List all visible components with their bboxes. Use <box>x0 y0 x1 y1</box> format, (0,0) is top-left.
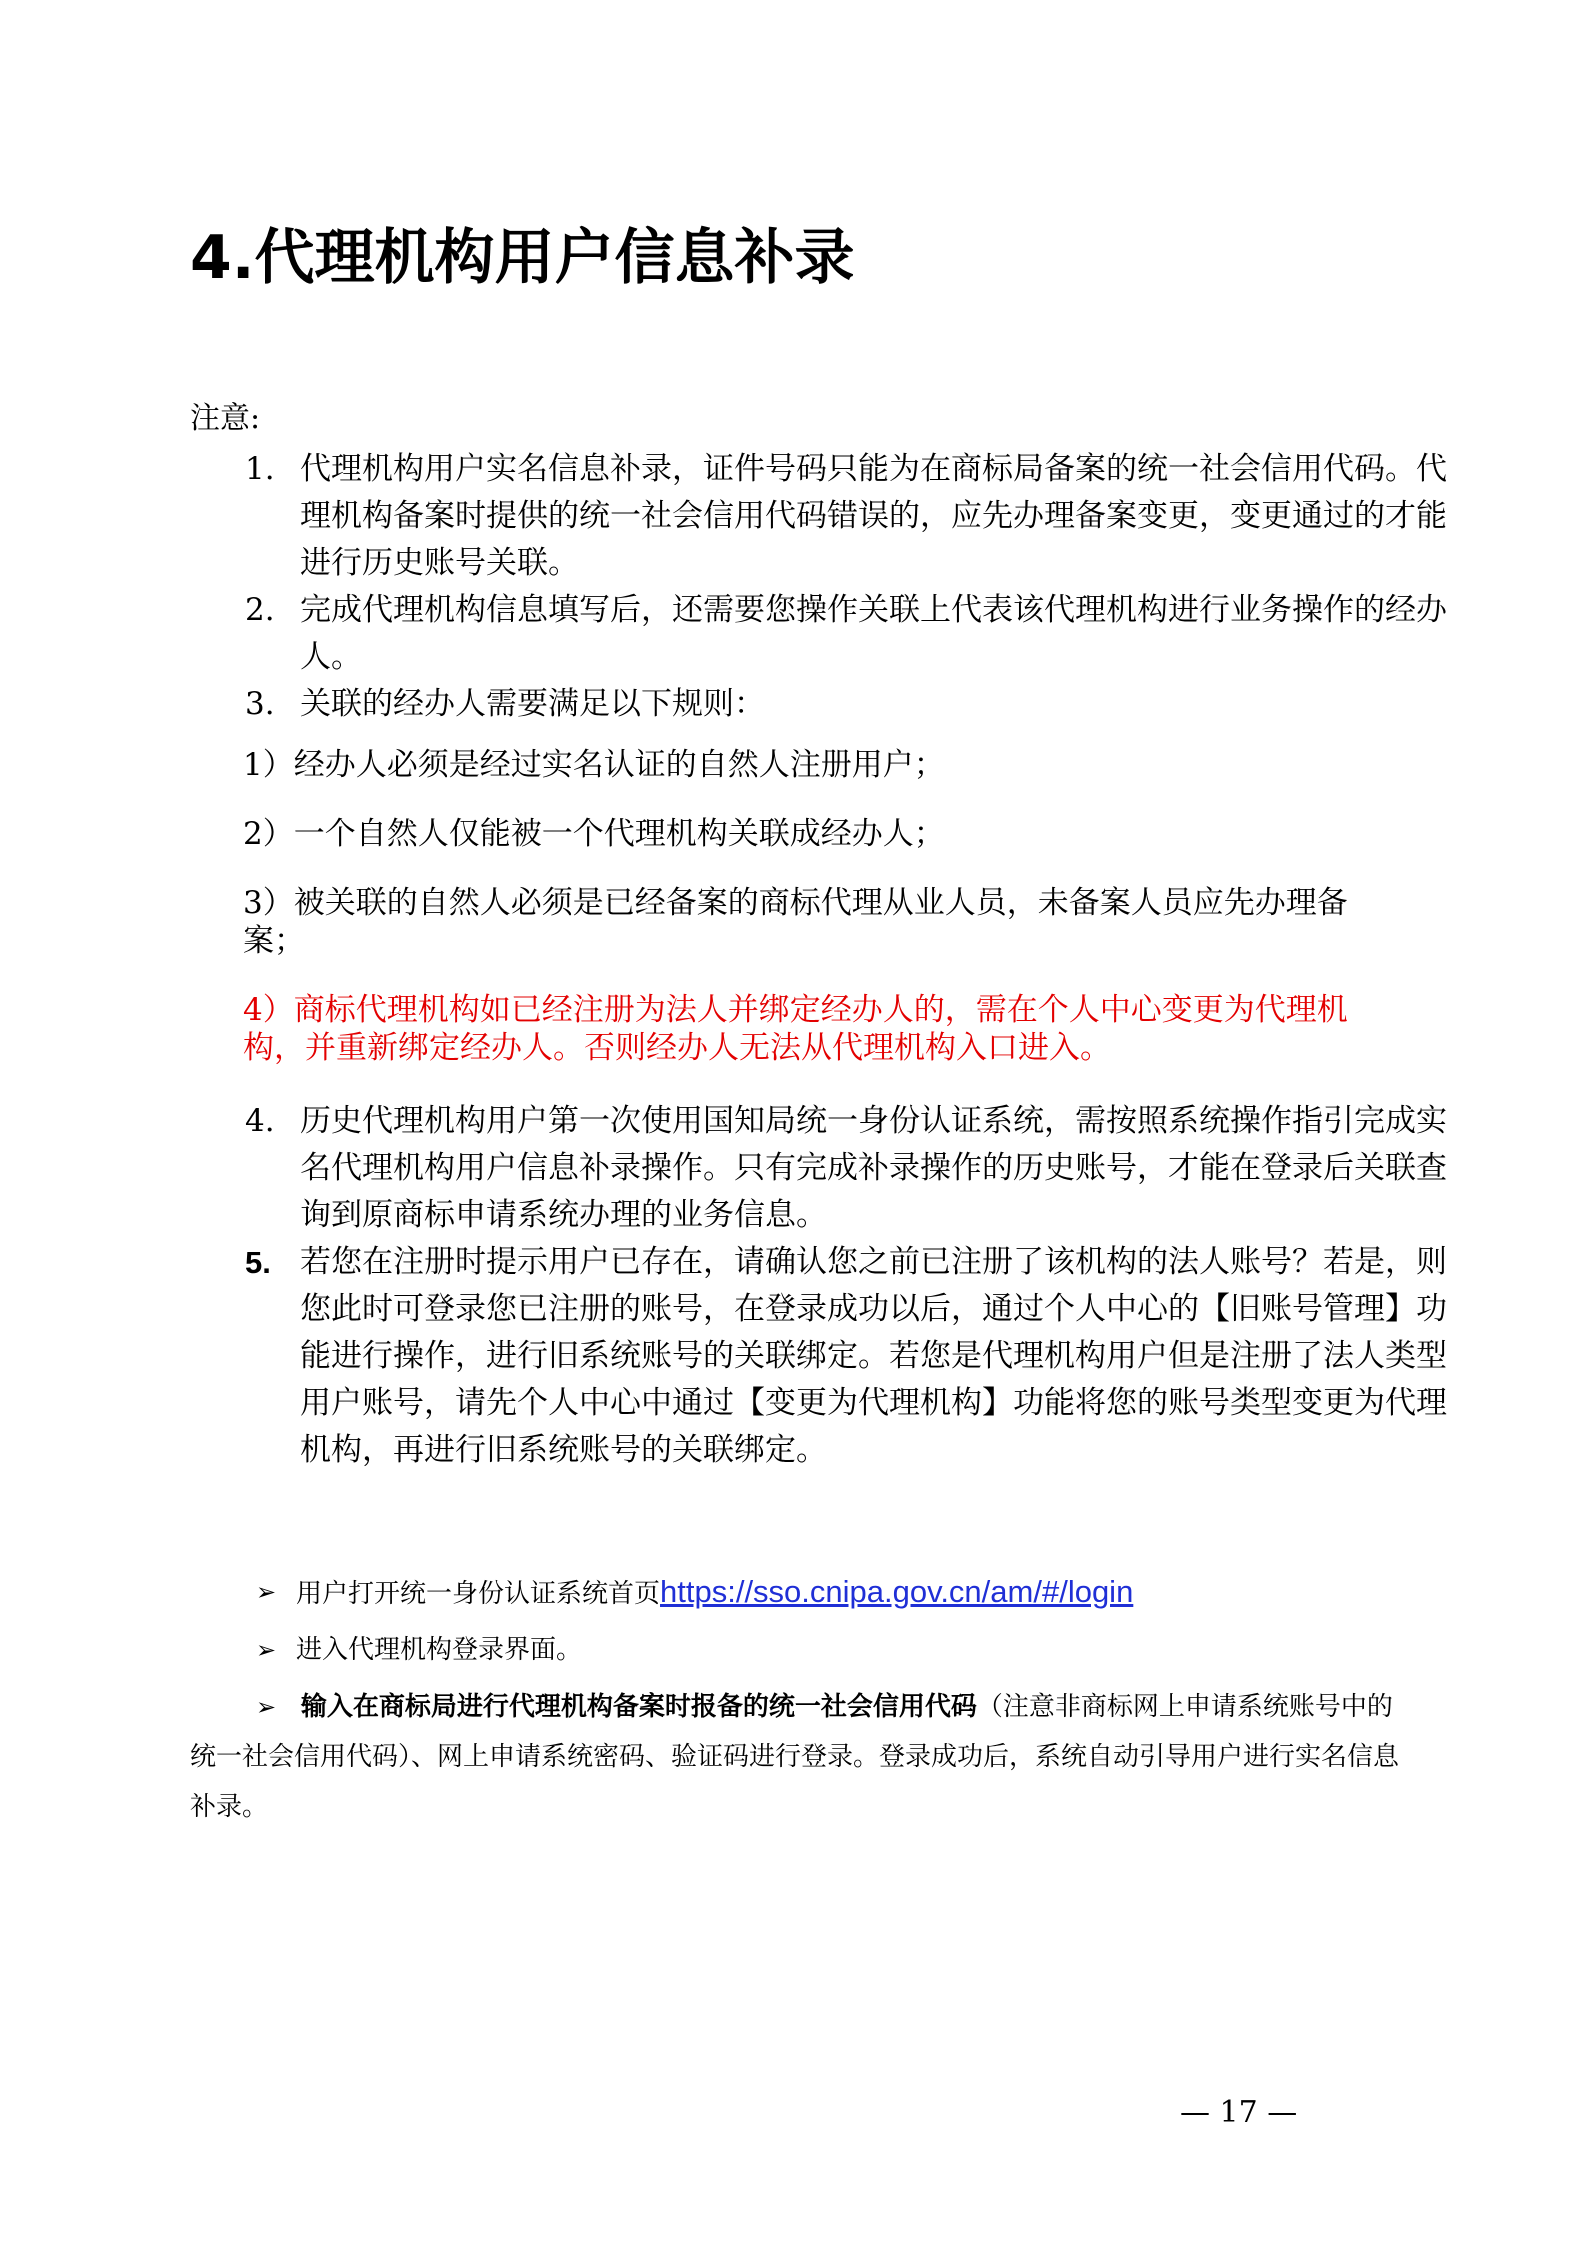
page-number: — 17 — <box>1180 2095 1298 2130</box>
arrow-bullet-icon: ➢ <box>256 1636 277 1664</box>
rule-4-warning: 4）商标代理机构如已经注册为法人并绑定经办人的，需在个人中心变更为代理机构，并重新绑定经办人。否则经办人无法从代理机构入口进入。 <box>243 992 1348 1066</box>
rule-3: 3）被关联的自然人必须是已经备案的商标代理从业人员，未备案人员应先办理备案； <box>243 885 1348 959</box>
notice-item-2 <box>245 587 1455 681</box>
item-number: 5. <box>245 1245 271 1280</box>
step-1-text: 用户打开统一身份认证系统首页 <box>296 1579 661 1609</box>
rule-1: 1）经办人必须是经过实名认证的自然人注册用户； <box>243 747 945 783</box>
step-3-bold-text: 输入在商标局进行代理机构备案时报备的统一社会信用代码 <box>300 1692 977 1722</box>
step-2 <box>190 1630 1405 1670</box>
step-2-text: 进入代理机构登录界面。 <box>296 1635 583 1665</box>
section-title: 4.代理机构用户信息补录 <box>190 223 855 293</box>
step-3-text: （注意非商标网上申请系统账号中的统一社会信用代码）、网上申请系统密码、验证码进行登录。登录成功后，系统自动引导用户进行实名信息补录。 <box>190 1692 1400 1822</box>
notice-item-4 <box>245 1098 1455 1239</box>
arrow-bullet-icon: ➢ <box>256 1693 277 1721</box>
item-number: 2. <box>245 592 275 628</box>
arrow-bullet-icon: ➢ <box>256 1578 277 1606</box>
notice-item-3 <box>245 681 1455 728</box>
item-number: 3. <box>245 686 275 722</box>
item-text: 历史代理机构用户第一次使用国知局统一身份认证系统，需按照系统操作指引完成实名代理机构用户信息补录操作。只有完成补录操作的历史账号，才能在登录后关联查询到原商标申请系统办理的业务信息。 <box>300 1103 1447 1233</box>
notice-item-5 <box>245 1239 1455 1474</box>
item-text: 关联的经办人需要满足以下规则： <box>300 686 765 722</box>
login-url-link[interactable]: https://sso.cnipa.gov.cn/am/#/login <box>660 1574 1134 1609</box>
steps-block <box>190 1572 1405 1832</box>
item-text: 代理机构用户实名信息补录，证件号码只能为在商标局备案的统一社会信用代码。代理机构备案时提供的统一社会信用代码错误的，应先办理备案变更，变更通过的才能进行历史账号关联。 <box>300 451 1447 581</box>
notice-heading: 注意: <box>190 401 261 436</box>
item-number: 4. <box>245 1103 275 1139</box>
item-text: 完成代理机构信息填写后，还需要您操作关联上代表该代理机构进行业务操作的经办人。 <box>300 592 1447 675</box>
rule-2: 2）一个自然人仅能被一个代理机构关联成经办人； <box>243 816 945 852</box>
item-number: 1. <box>245 451 275 487</box>
step-3 <box>190 1682 1405 1832</box>
step-1 <box>190 1572 1405 1614</box>
item-text: 若您在注册时提示用户已存在，请确认您之前已注册了该机构的法人账号？若是，则您此时可登录您已注册的账号，在登录成功以后，通过个人中心的【旧账号管理】功能进行操作，进行旧系统账号的关联绑定。若您是代理机构用户但是注册了法人类型用户账号，请先个人中心中通过【变更为代理机构】功能将您的账号类型变更为代理机构，再进行旧系统账号的关联绑定。 <box>300 1244 1447 1468</box>
notice-item-1 <box>245 446 1455 587</box>
notice-block <box>190 396 1447 1474</box>
